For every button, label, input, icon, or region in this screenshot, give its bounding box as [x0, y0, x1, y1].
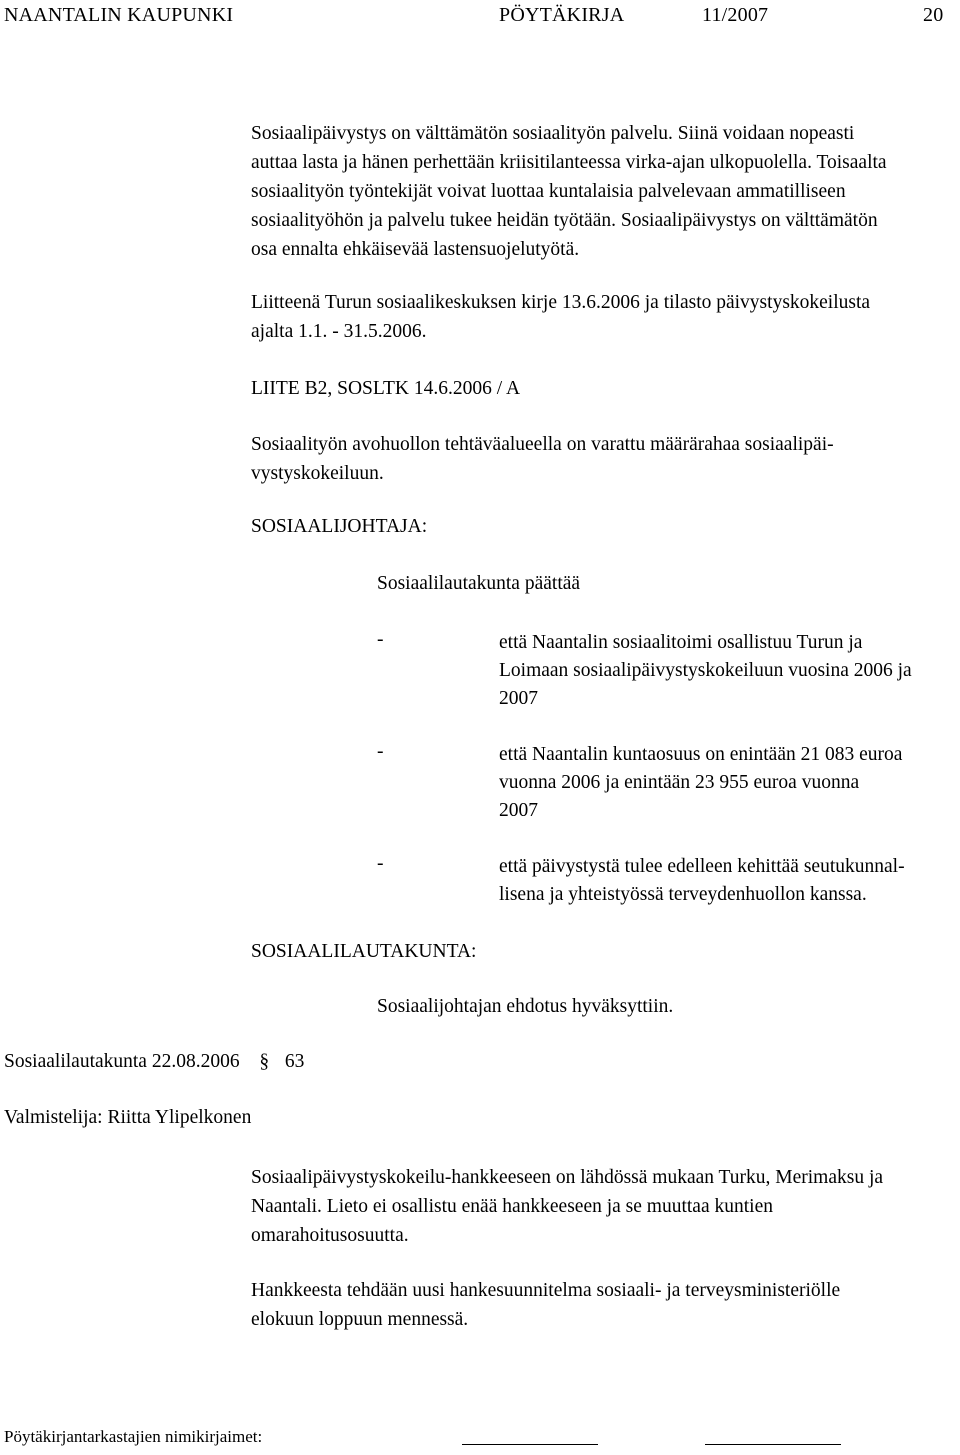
section-sign: § [259, 1051, 270, 1072]
paragraph-6 [251, 1276, 951, 1334]
dash-marker: - [377, 629, 384, 650]
text-line: Liitteenä Turun sosiaalikeskuksen kirje 13.6.2006 ja tilasto päivystyskokeilusta [251, 292, 871, 313]
meeting-reference [4, 1051, 304, 1073]
text-line: ajalta 1.1. - 31.5.2006. [251, 321, 427, 342]
text-line: 2007 [499, 688, 538, 709]
text-line: vuonna 2006 ja enintään 23 955 euroa vuonna [499, 772, 860, 793]
initials-line-1 [462, 1444, 598, 1445]
text-line: että Naantalin sosiaalitoimi osallistuu Turun ja [499, 632, 863, 653]
text-line: Loimaan sosiaalipäivystyskokeiluun vuosina 2006 ja [499, 660, 912, 681]
text-line: LIITE B2, SOSLTK 14.6.2006 / A [251, 378, 521, 399]
meeting-name: Sosiaalilautakunta 22.08.2006 [4, 1051, 240, 1072]
text-line: Sosiaalipäivystys on välttämätön sosiaalityön palvelu. Siinä voidaan nopeasti [251, 123, 855, 144]
document-type: PÖYTÄKIRJA [499, 4, 625, 26]
text-line: vystyskokeiluun. [251, 463, 384, 484]
text-line: auttaa lasta ja hänen perhettään kriisitilanteessa virka-ajan ulkopuolella. Toisaalta [251, 152, 887, 173]
decision-label: SOSIAALILAUTAKUNTA: [251, 941, 477, 962]
dash-marker: - [377, 853, 384, 874]
text-line: lisena ja yhteistyössä terveydenhuollon kanssa. [499, 884, 867, 905]
text-line: Sosiaalipäivystyskokeilu-hankkeeseen on lähdössä mukaan Turku, Merimaksu ja [251, 1167, 884, 1188]
text-line: 2007 [499, 800, 538, 821]
preparer: Valmistelija: Riitta Ylipelkonen [4, 1107, 252, 1128]
paragraph-3 [251, 374, 951, 403]
text-line: että Naantalin kuntaosuus on enintään 21 083 euroa [499, 744, 903, 765]
footer-initials-label: Pöytäkirjantarkastajien nimikirjaimet: [4, 1427, 263, 1446]
municipality-name: NAANTALIN KAUPUNKI [4, 4, 234, 26]
text-line: elokuun loppuun mennessä. [251, 1309, 469, 1330]
dash-marker: - [377, 741, 384, 762]
text-line: että päivystystä tulee edelleen kehittää seutukunnal- [499, 856, 905, 877]
text-line: osa ennalta ehkäisevää lastensuojelutyötä. [251, 239, 580, 260]
text-line: Sosiaalityön avohuollon tehtäväalueella on varattu määrärahaa sosiaalipäi- [251, 434, 834, 455]
proposal-label: SOSIAALIJOHTAJA: [251, 516, 428, 537]
paragraph-1 [251, 119, 951, 264]
text-line: omarahoitusosuutta. [251, 1225, 409, 1246]
text-line: sosiaalityön työntekijät voivat luottaa kuntalaisia palvelevaan ammatilliseen [251, 181, 846, 202]
paragraph-2 [251, 288, 951, 346]
text-line: Hankkeesta tehdään uusi hankesuunnitelma sosiaali- ja terveysministeriölle [251, 1280, 841, 1301]
decision-text: Sosiaalijohtajan ehdotus hyväksyttiin. [377, 996, 674, 1017]
text-line: Naantali. Lieto ei osallistu enää hankkeeseen ja se muuttaa kuntien [251, 1196, 773, 1217]
page-number: 20 [923, 4, 944, 26]
text-line: sosiaalityöhön ja palvelu tukee heidän työtään. Sosiaalipäivystys on välttämätön [251, 210, 878, 231]
section-number: 63 [284, 1051, 305, 1072]
initials-line-2 [705, 1444, 841, 1445]
proposal-intro: Sosiaalilautakunta päättää [377, 573, 581, 594]
issue-number: 11/2007 [702, 4, 769, 26]
paragraph-5 [251, 1163, 951, 1250]
paragraph-4 [251, 430, 951, 488]
